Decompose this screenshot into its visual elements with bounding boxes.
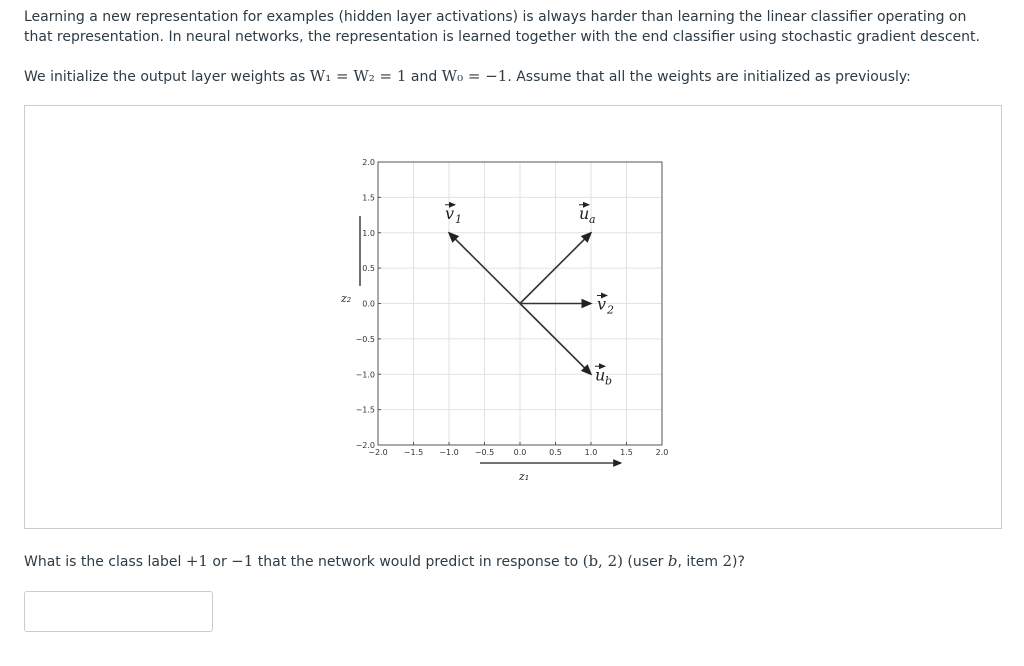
x-tick-label: 0.0 bbox=[513, 448, 527, 457]
y-tick-label: −1.0 bbox=[355, 370, 375, 380]
vector-label-v1: v bbox=[445, 203, 455, 223]
y-tick-label: −0.5 bbox=[355, 334, 375, 344]
y-tick-label: 1.5 bbox=[362, 193, 375, 203]
x-tick-label: 0.5 bbox=[549, 448, 562, 457]
x-tick-label: −0.5 bbox=[474, 448, 495, 457]
label-plus-one: +1 bbox=[185, 552, 208, 570]
question-suffix: (user bbox=[622, 554, 668, 570]
y-tick-label: 1.0 bbox=[362, 228, 375, 238]
y-tick-label: 0.5 bbox=[362, 264, 375, 274]
vector-sub-v1: 1 bbox=[455, 212, 462, 226]
weights-math-w0: W₀ = −1 bbox=[441, 67, 508, 85]
x-tick-label: −1.0 bbox=[439, 448, 459, 457]
weights-paragraph bbox=[24, 66, 984, 87]
vector-label-ub: u bbox=[595, 365, 606, 385]
tick-labels bbox=[356, 158, 669, 457]
x-tick-label: 2.0 bbox=[655, 448, 669, 457]
vector-sub-ua: a bbox=[589, 212, 596, 226]
weights-suffix: . Assume that all the weights are initialized as previously: bbox=[507, 69, 911, 85]
z1-axis-label: z₁ bbox=[519, 470, 530, 483]
label-minus-one: −1 bbox=[231, 552, 254, 570]
vector-label-v2: v bbox=[597, 294, 607, 314]
x-tick-label: −2.0 bbox=[368, 448, 388, 457]
x-tick-label: 1.5 bbox=[620, 448, 633, 457]
x-tick-label: −1.5 bbox=[403, 448, 424, 457]
intro-paragraph: Learning a new representation for examples (hidden layer activations) is always harder than learning the linear classifier operating on that representation. In neural networks, the representation is learned together with the end classifier using stochastic gradient descent. bbox=[24, 9, 980, 45]
question-prefix: What is the class label bbox=[24, 554, 186, 570]
weights-prefix: We initialize the output layer weights as bbox=[24, 69, 310, 85]
vector-label-ua: u bbox=[579, 203, 590, 223]
query-item: 2 bbox=[722, 552, 733, 570]
weights-math-w1w2: W₁ = W₂ = 1 bbox=[309, 67, 407, 85]
question-text bbox=[24, 551, 984, 572]
vector-sub-ub: b bbox=[605, 374, 613, 388]
x-tick-label: 1.0 bbox=[584, 448, 598, 457]
figure-container bbox=[24, 105, 1002, 529]
vector-sub-v2: 2 bbox=[607, 303, 614, 317]
z2-axis-label: z₂ bbox=[341, 292, 352, 305]
y-tick-label: −2.0 bbox=[355, 441, 375, 450]
question-or: or bbox=[207, 554, 232, 570]
query-user: b bbox=[667, 552, 678, 570]
vectors bbox=[445, 204, 614, 388]
y-tick-label: 2.0 bbox=[362, 158, 375, 167]
vector-plot bbox=[25, 106, 1001, 528]
query-point: (b, 2) bbox=[582, 552, 623, 570]
y-tick-label: −1.5 bbox=[355, 405, 375, 415]
question-item-text: , item bbox=[677, 554, 723, 570]
y-tick-label: 0.0 bbox=[362, 299, 375, 309]
weights-middle: and bbox=[406, 69, 442, 85]
answer-input[interactable] bbox=[24, 591, 213, 632]
question-end: )? bbox=[732, 554, 745, 570]
question-middle: that the network would predict in response to bbox=[253, 554, 583, 570]
